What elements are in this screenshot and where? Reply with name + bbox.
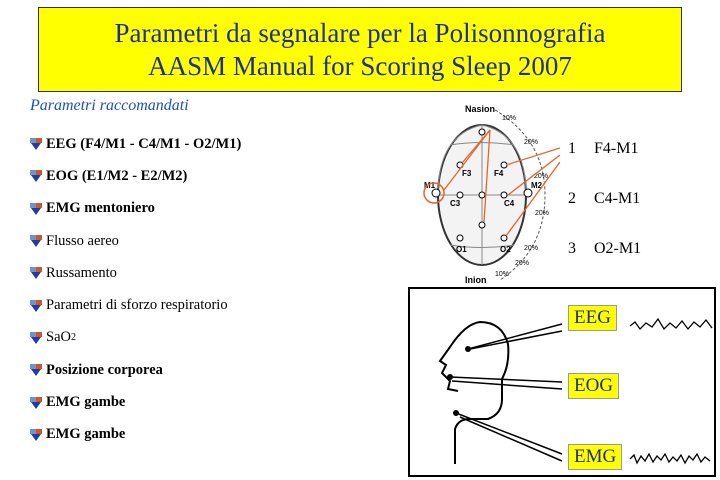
derivation-row xyxy=(568,140,641,190)
derivation-legend xyxy=(568,140,641,290)
derivation-label: F4-M1 xyxy=(594,140,639,157)
parameter-item xyxy=(30,289,241,321)
emg-tag: EMG xyxy=(568,444,622,470)
svg-text:M2: M2 xyxy=(531,181,543,190)
parameter-subscript: 2 xyxy=(70,332,76,344)
arrow-bullet-icon xyxy=(30,203,42,215)
derivation-row xyxy=(568,240,641,290)
svg-text:C3: C3 xyxy=(450,199,461,208)
svg-text:M1: M1 xyxy=(424,181,436,190)
arrow-bullet-icon xyxy=(30,267,42,279)
derivation-label: O2-M1 xyxy=(594,240,642,257)
svg-text:20%: 20% xyxy=(524,245,539,252)
svg-text:10%: 10% xyxy=(495,271,510,278)
arrow-bullet-icon xyxy=(30,364,42,376)
parameter-item xyxy=(30,225,241,257)
parameter-item xyxy=(30,354,241,386)
arrow-bullet-icon xyxy=(30,300,42,312)
svg-text:20%: 20% xyxy=(515,260,530,267)
parameter-label: EMG mentoniero xyxy=(46,200,155,217)
parameter-item xyxy=(30,128,241,160)
parameter-item xyxy=(30,322,241,354)
eeg-tag: EEG xyxy=(568,305,617,331)
emg-trace xyxy=(630,454,710,463)
parameter-label: EEG (F4/M1 - C4/M1 - O2/M1) xyxy=(46,135,242,152)
arrow-bullet-icon xyxy=(30,429,42,441)
arrow-bullet-icon xyxy=(30,170,42,182)
nasion-label: Nasion xyxy=(465,104,496,114)
parameter-label: Russamento xyxy=(46,264,117,281)
parameter-item xyxy=(30,257,241,289)
arrow-bullet-icon xyxy=(30,332,42,344)
parameter-label: Parametri di sforzo respiratorio xyxy=(46,297,228,314)
svg-text:O2: O2 xyxy=(500,245,511,254)
svg-text:F4: F4 xyxy=(494,169,504,178)
parameter-label: EMG gambe xyxy=(46,394,126,411)
parameter-item xyxy=(30,160,241,192)
parameter-item xyxy=(30,386,241,418)
svg-text:F3: F3 xyxy=(462,169,472,178)
inion-label: Inion xyxy=(465,275,487,285)
svg-text:10%: 10% xyxy=(502,115,517,122)
svg-text:C4: C4 xyxy=(504,199,515,208)
parameter-list xyxy=(30,128,241,451)
arrow-bullet-icon xyxy=(30,138,42,150)
svg-text:20%: 20% xyxy=(534,173,549,180)
electrode-placement-diagram xyxy=(420,100,560,285)
parameter-item xyxy=(30,419,241,451)
parameter-label: Flusso aereo xyxy=(46,232,119,249)
parameter-item xyxy=(30,193,241,225)
derivation-number: 2 xyxy=(568,190,576,207)
parameter-label: Posizione corporea xyxy=(46,361,163,378)
arrow-bullet-icon xyxy=(30,235,42,247)
parameter-label: SaO xyxy=(46,329,71,346)
derivation-number: 3 xyxy=(568,240,576,257)
title-line-1: Parametri da segnalare per la Polisonnografia xyxy=(114,17,606,48)
derivation-number: 1 xyxy=(568,140,576,157)
parameter-label: EMG gambe xyxy=(46,426,126,443)
title-line-2: AASM Manual for Scoring Sleep 2007 xyxy=(148,50,572,81)
svg-text:20%: 20% xyxy=(535,210,550,217)
eog-tag: EOG xyxy=(568,373,619,399)
eeg-trace xyxy=(630,319,712,329)
arrow-bullet-icon xyxy=(30,397,42,409)
svg-text:O1: O1 xyxy=(456,245,467,254)
psg-montage-figure xyxy=(408,287,716,477)
derivation-row xyxy=(568,190,641,240)
slide-title xyxy=(38,7,682,92)
parameter-label: EOG (E1/M2 - E2/M2) xyxy=(46,167,188,184)
svg-text:20%: 20% xyxy=(524,139,539,146)
section-subtitle: Parametri raccomandati xyxy=(30,97,189,114)
derivation-label: C4-M1 xyxy=(594,190,641,207)
